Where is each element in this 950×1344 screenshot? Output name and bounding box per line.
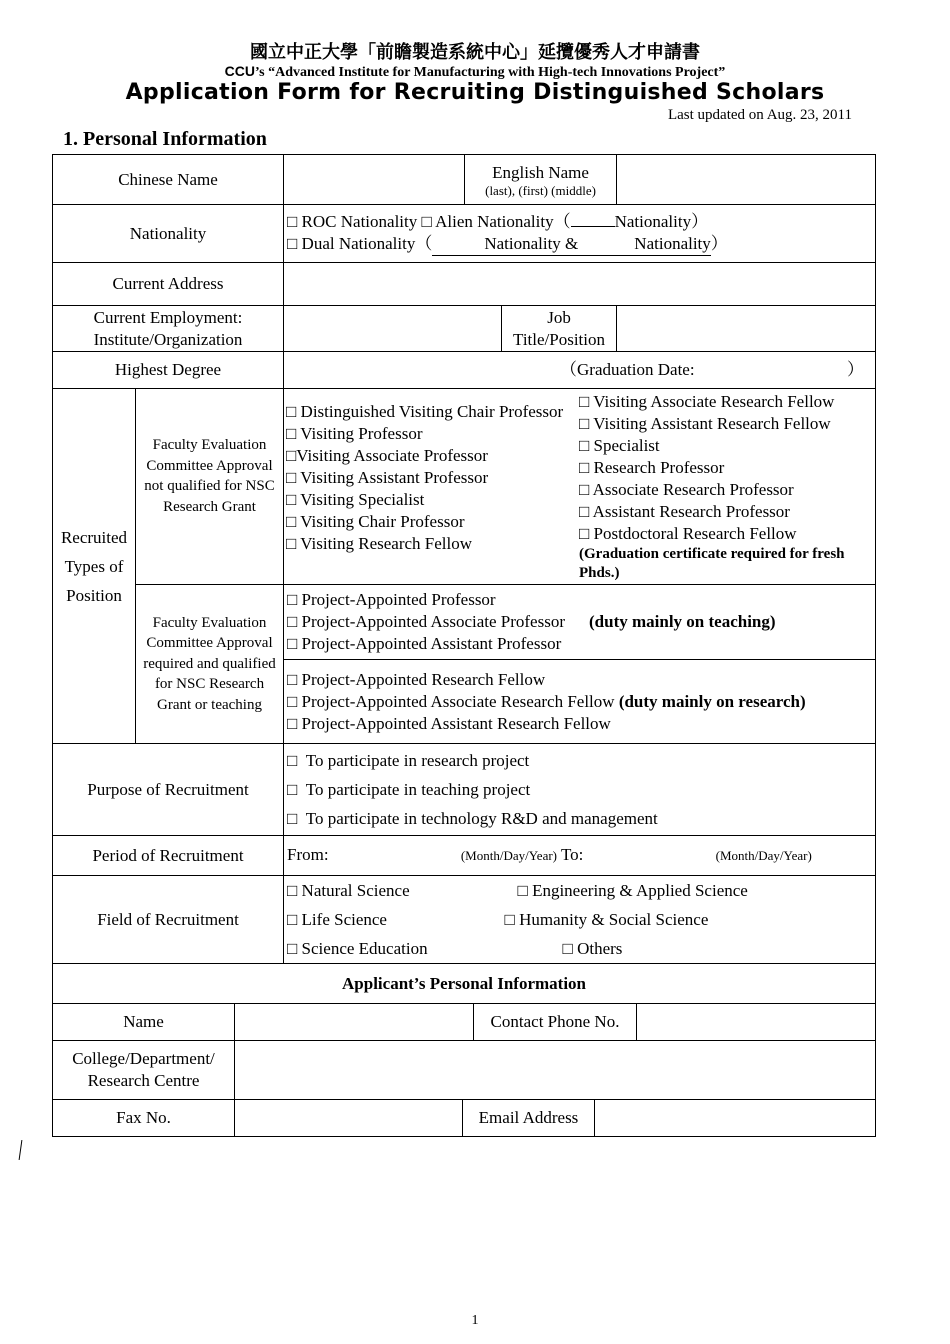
address-field[interactable] bbox=[284, 263, 876, 306]
position-label: Distinguished Visiting Chair Professor bbox=[300, 401, 564, 421]
personal-info-table bbox=[52, 154, 876, 964]
nationality-label: Nationality bbox=[53, 205, 284, 263]
chinese-name-label: Chinese Name bbox=[53, 155, 284, 205]
phone-field[interactable] bbox=[637, 1004, 876, 1041]
position-checkbox[interactable]: □ bbox=[579, 501, 590, 521]
position-checkbox[interactable]: □ bbox=[579, 391, 590, 411]
roc-label: ROC Nationality bbox=[301, 212, 418, 231]
english-name-field[interactable] bbox=[617, 155, 876, 205]
period-field[interactable] bbox=[284, 836, 876, 876]
research-options bbox=[284, 660, 876, 744]
job-title-field[interactable] bbox=[617, 306, 876, 352]
position-checkbox[interactable]: □ bbox=[286, 445, 297, 465]
position-label: Project-Appointed Associate Professor bbox=[301, 612, 565, 631]
field-option: Natural Science bbox=[301, 881, 410, 900]
group-b-label: Faculty Evaluation Committee Approval required and qualified for NSC Research Grant or teaching bbox=[136, 585, 284, 744]
position-checkbox[interactable]: □ bbox=[287, 612, 298, 631]
field-option: Others bbox=[577, 939, 623, 958]
english-name-label bbox=[465, 155, 617, 205]
employment-line-1: Current Employment: bbox=[93, 307, 243, 327]
english-name-hint: (last), (first) (middle) bbox=[485, 182, 596, 198]
subtitle-text: ’s “Advanced Institute for Manufacturing with High-tech Innovations Project” bbox=[255, 65, 726, 80]
position-label: Specialist bbox=[593, 435, 660, 455]
position-label: Project-Appointed Assistant Professor bbox=[301, 634, 562, 653]
alien-checkbox[interactable]: □ bbox=[421, 212, 432, 231]
position-label: Visiting Research Fellow bbox=[300, 533, 473, 553]
degree-field[interactable] bbox=[284, 352, 876, 389]
field-checkbox[interactable]: □ bbox=[562, 939, 573, 958]
to-label: To: bbox=[560, 845, 584, 864]
purpose-label-3: To participate in technology R&D and management bbox=[305, 809, 658, 828]
position-label: Visiting Associate Professor bbox=[296, 445, 488, 465]
position-label: Research Professor bbox=[593, 457, 725, 477]
group-a-left-list bbox=[286, 391, 579, 583]
fax-label: Fax No. bbox=[53, 1100, 235, 1137]
applicant-heading: Applicant’s Personal Information bbox=[53, 964, 876, 1004]
fax-field[interactable] bbox=[235, 1100, 463, 1137]
position-checkbox[interactable]: □ bbox=[579, 413, 590, 433]
field-checkbox[interactable]: □ bbox=[517, 881, 528, 900]
name-field[interactable] bbox=[235, 1004, 474, 1041]
subtitle bbox=[0, 63, 950, 81]
job-line-2: Title/Position bbox=[513, 329, 605, 349]
group-a-label: Faculty Evaluation Committee Approval not qualified for NSC Research Grant bbox=[136, 389, 284, 585]
college-line-1: College/Department/ bbox=[72, 1049, 215, 1068]
position-checkbox[interactable]: □ bbox=[286, 401, 297, 421]
period-label: Period of Recruitment bbox=[53, 836, 284, 876]
college-label bbox=[53, 1041, 235, 1100]
position-checkbox[interactable]: □ bbox=[286, 467, 297, 487]
purpose-checkbox[interactable]: □ bbox=[287, 751, 298, 770]
page-number: 1 bbox=[471, 1313, 479, 1328]
employment-field[interactable] bbox=[284, 306, 502, 352]
email-field[interactable] bbox=[595, 1100, 876, 1137]
dual-close: ） bbox=[710, 234, 728, 253]
alien-nationality-label: Nationality） bbox=[614, 212, 709, 231]
purpose-label: Purpose of Recruitment bbox=[53, 744, 284, 836]
position-label: Visiting Assistant Research Fellow bbox=[593, 413, 831, 433]
position-checkbox[interactable]: □ bbox=[579, 435, 590, 455]
job-title-label bbox=[502, 306, 617, 352]
purpose-label-1: To participate in research project bbox=[305, 751, 530, 770]
english-name-text: English Name bbox=[492, 162, 589, 182]
roc-checkbox[interactable]: □ bbox=[287, 212, 298, 231]
position-checkbox[interactable]: □ bbox=[287, 691, 298, 711]
from-date-hint: (Month/Day/Year) bbox=[460, 848, 557, 863]
position-label: Visiting Specialist bbox=[300, 489, 425, 509]
employment-line-2: Institute/Organization bbox=[93, 329, 243, 349]
field-checkbox[interactable]: □ bbox=[287, 881, 298, 900]
position-label: Postdoctoral Research Fellow bbox=[593, 523, 797, 543]
position-checkbox[interactable]: □ bbox=[287, 669, 298, 689]
field-checkbox[interactable]: □ bbox=[287, 939, 298, 958]
position-label: Visiting Assistant Professor bbox=[300, 467, 489, 487]
position-label: Associate Research Professor bbox=[592, 479, 794, 499]
field-option: Humanity & Social Science bbox=[519, 910, 709, 929]
last-updated: Last updated on Aug. 23, 2011 bbox=[667, 107, 852, 123]
purpose-checkbox[interactable]: □ bbox=[287, 780, 298, 799]
group-a-right-list bbox=[579, 391, 873, 583]
dual-nationality-b: Nationality bbox=[578, 233, 710, 256]
position-label: Project-Appointed Professor bbox=[301, 590, 496, 609]
field-option: Engineering & Applied Science bbox=[532, 881, 748, 900]
position-checkbox[interactable]: □ bbox=[287, 713, 298, 733]
position-label: Visiting Associate Research Fellow bbox=[593, 391, 835, 411]
group-a-options bbox=[284, 389, 876, 585]
teaching-options bbox=[284, 585, 876, 660]
degree-label: Highest Degree bbox=[53, 352, 284, 389]
recruited-line-3: Position bbox=[66, 585, 122, 605]
recruited-types-label bbox=[53, 389, 136, 744]
dual-label: Dual Nationality（ bbox=[301, 234, 433, 253]
nationality-options bbox=[284, 205, 876, 263]
dual-nationality-a: Nationality & bbox=[432, 233, 578, 256]
field-checkbox[interactable]: □ bbox=[287, 910, 298, 929]
position-checkbox[interactable]: □ bbox=[286, 533, 297, 553]
page-title: Application Form for Recruiting Distinguished Scholars bbox=[125, 80, 825, 105]
graduation-date-label: （Graduation Date: bbox=[560, 360, 695, 379]
position-label: Visiting Chair Professor bbox=[300, 511, 465, 531]
from-label: From: bbox=[287, 845, 329, 864]
position-checkbox[interactable]: □ bbox=[286, 511, 297, 531]
research-note: (duty mainly on research) bbox=[618, 691, 806, 711]
position-label: Assistant Research Professor bbox=[592, 501, 790, 521]
applicant-info-table bbox=[52, 963, 876, 1137]
teaching-note: (duty mainly on teaching) bbox=[589, 612, 776, 631]
alien-label: Alien Nationality（ bbox=[435, 212, 571, 231]
postdoc-note: (Graduation certificate required for fresh Phds.) bbox=[579, 545, 845, 581]
to-date-hint: (Month/Day/Year) bbox=[715, 848, 812, 863]
ccu-label: CCU bbox=[224, 63, 256, 79]
recruited-line-2: Types of bbox=[64, 556, 124, 576]
position-checkbox[interactable]: □ bbox=[286, 489, 297, 509]
position-label: Project-Appointed Associate Research Fellow bbox=[301, 691, 615, 711]
address-label: Current Address bbox=[53, 263, 284, 306]
purpose-label-2: To participate in teaching project bbox=[305, 780, 531, 799]
position-checkbox[interactable]: □ bbox=[287, 590, 298, 609]
purpose-options bbox=[284, 744, 876, 836]
employment-label bbox=[53, 306, 284, 352]
college-field[interactable] bbox=[235, 1041, 876, 1100]
position-label: Project-Appointed Assistant Research Fellow bbox=[301, 713, 611, 733]
job-line-1: Job bbox=[547, 307, 571, 327]
position-checkbox[interactable]: □ bbox=[287, 634, 298, 653]
recruited-line-1: Recruited bbox=[60, 527, 128, 547]
college-line-2: Research Centre bbox=[87, 1071, 200, 1090]
graduation-close: ） bbox=[847, 360, 865, 379]
chinese-title: 國立中正大學「前瞻製造系統中心」延攬優秀人才申請書 bbox=[250, 42, 700, 62]
position-label: Project-Appointed Research Fellow bbox=[301, 669, 546, 689]
position-checkbox[interactable]: □ bbox=[579, 479, 590, 499]
field-checkbox[interactable]: □ bbox=[504, 910, 515, 929]
field-label: Field of Recruitment bbox=[53, 876, 284, 964]
dual-checkbox[interactable]: □ bbox=[287, 234, 298, 253]
name-label: Name bbox=[53, 1004, 235, 1041]
position-label: Visiting Professor bbox=[300, 423, 423, 443]
stray-mark bbox=[19, 1140, 23, 1160]
field-option: Science Education bbox=[301, 939, 428, 958]
purpose-checkbox[interactable]: □ bbox=[287, 809, 298, 828]
section-title: 1. Personal Information bbox=[63, 128, 267, 150]
chinese-name-field[interactable] bbox=[284, 155, 465, 205]
position-checkbox[interactable]: □ bbox=[579, 523, 590, 543]
email-label: Email Address bbox=[463, 1100, 595, 1137]
field-option: Life Science bbox=[301, 910, 387, 929]
field-options bbox=[284, 876, 876, 964]
position-checkbox[interactable]: □ bbox=[286, 423, 297, 443]
position-checkbox[interactable]: □ bbox=[579, 457, 590, 477]
phone-label: Contact Phone No. bbox=[474, 1004, 637, 1041]
